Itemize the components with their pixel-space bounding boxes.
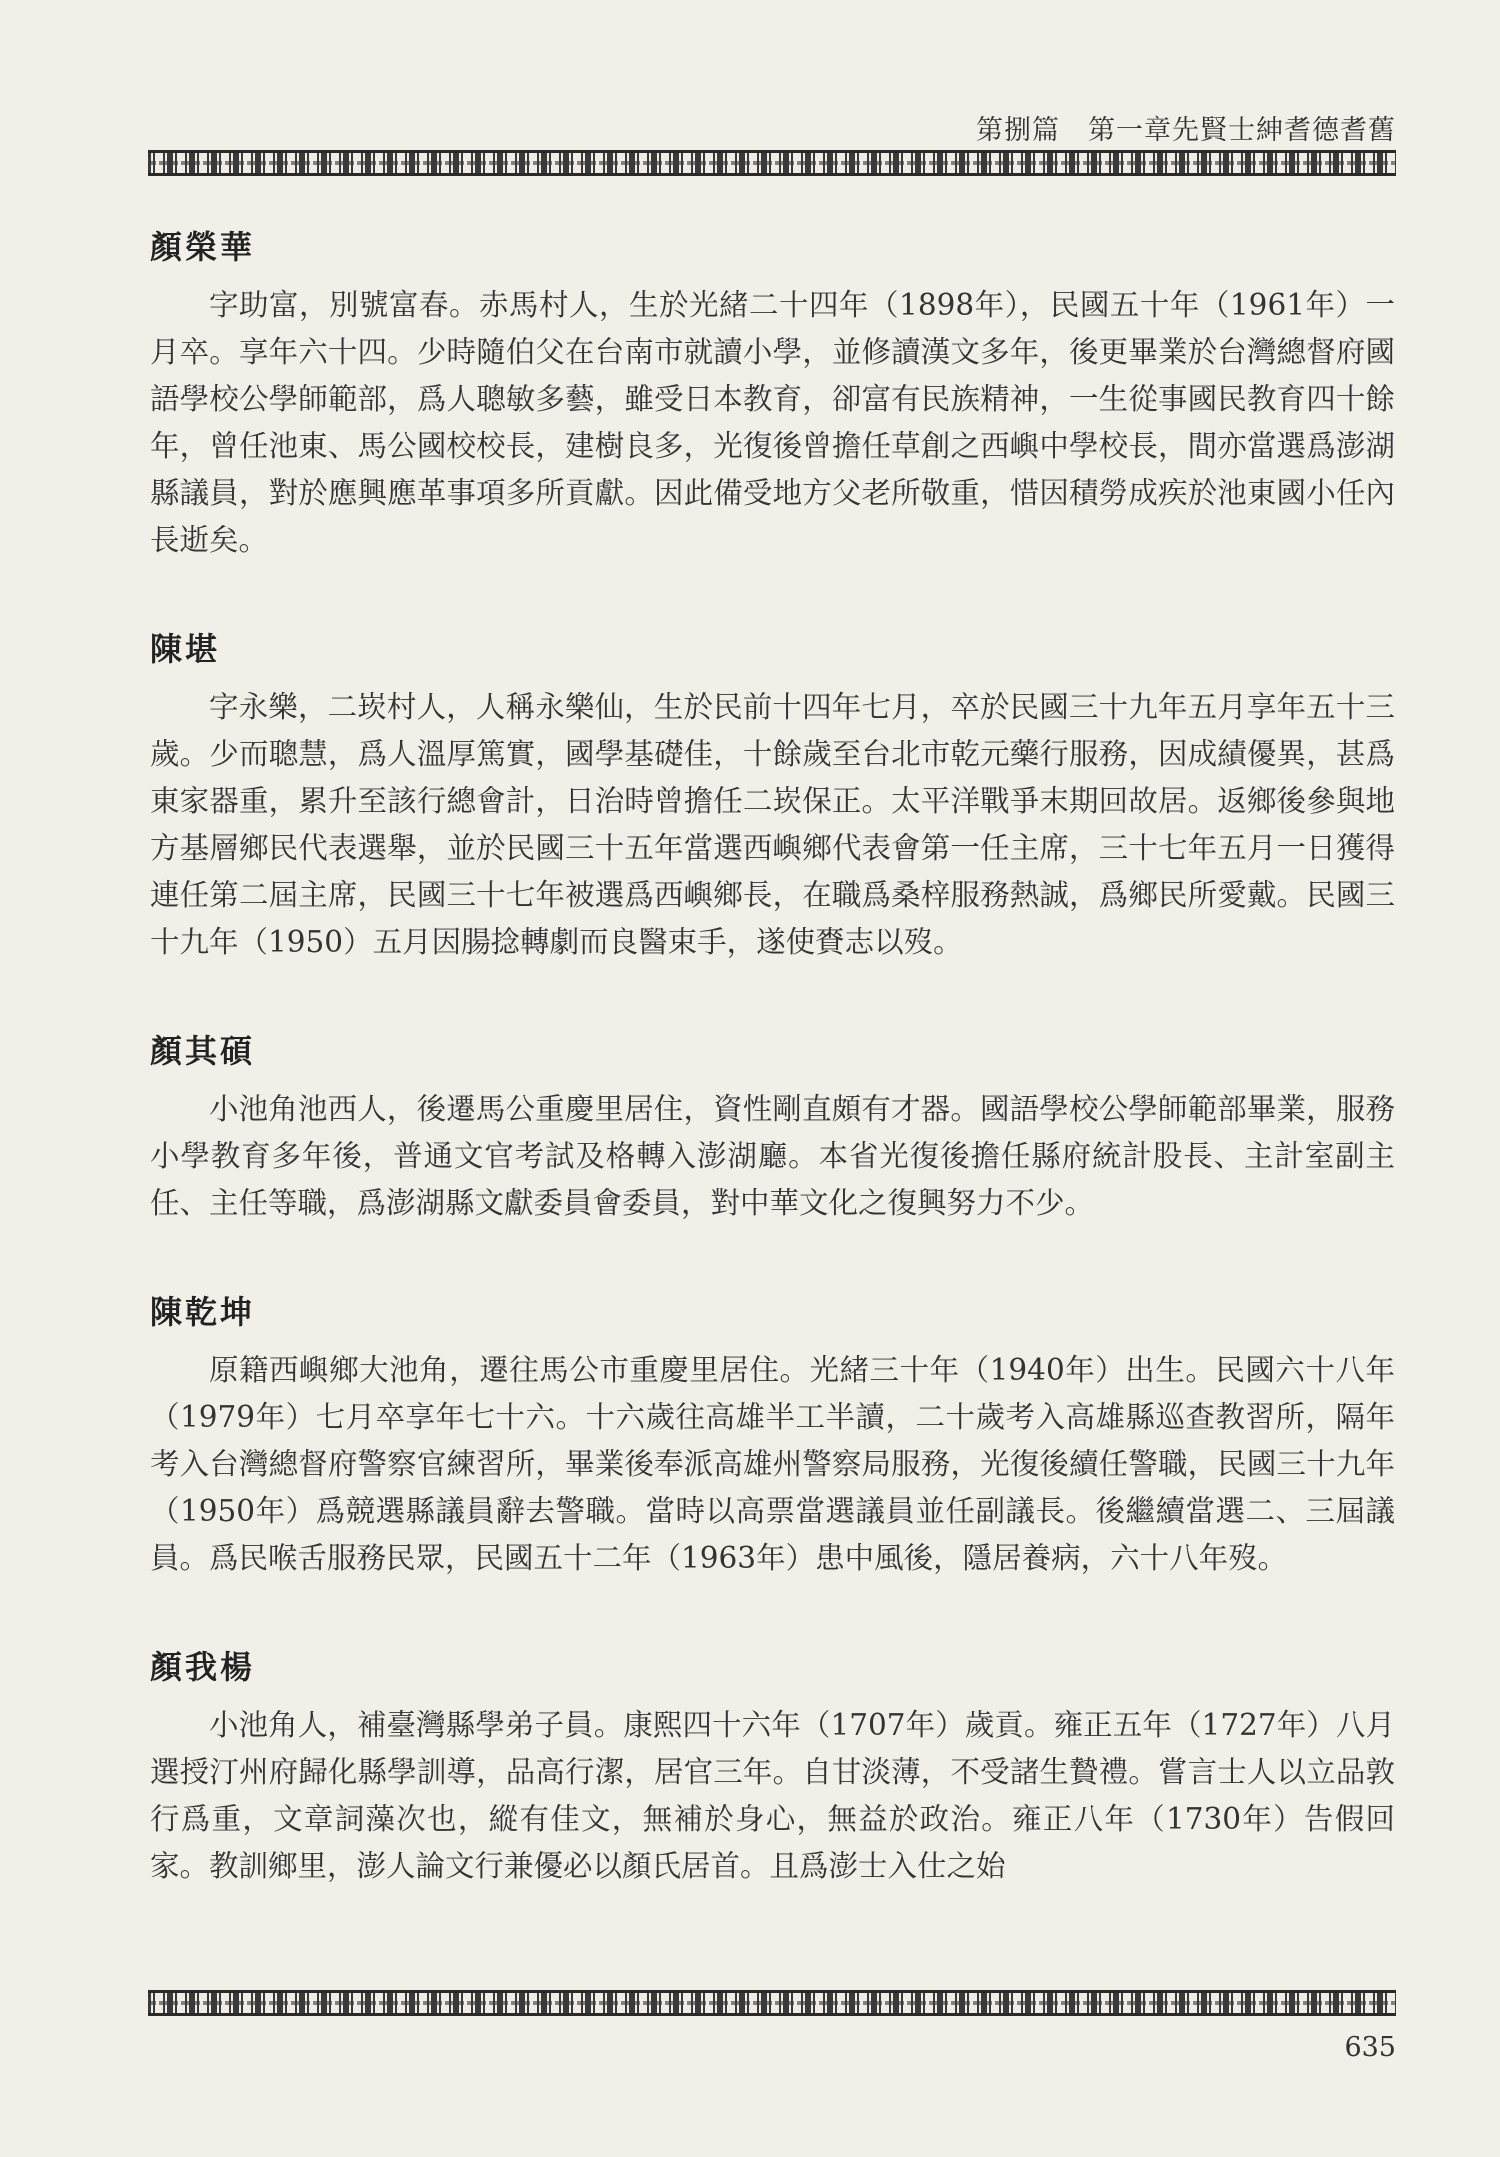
entry-name: 顏其碩 <box>150 1032 256 1070</box>
entry-body: 原籍西嶼鄉大池角，遷往馬公市重慶里居住。光緒三十年（1940年）出生。民國六十八年（1979年）七月卒享年七十六。十六歲往高雄半工半讀，二十歲考入高雄縣巡查教習所，隔年考入台灣總督府警察官練習所，畢業後奉派高雄州警察局服務，光復後續任警職，民國三十九年（1950年）爲競選縣議員辭去警職。當時以高票當選議員並任副議長。後繼續當選二、三屆議員。爲民喉舌服務民眾，民國五十二年（1963年）患中風後，隱居養病，六十八年歿。 <box>150 1353 1395 1575</box>
biography-entry <box>150 1287 1395 1582</box>
entry-name: 顏榮華 <box>150 228 256 266</box>
biography-entry <box>150 222 1395 564</box>
top-decorative-border <box>148 150 1396 176</box>
entry-name: 陳乾坤 <box>150 1293 256 1331</box>
page-content <box>150 222 1395 1950</box>
page-number: 635 <box>1344 2032 1396 2063</box>
biography-entry <box>150 1026 1395 1227</box>
entry-body: 字助富，別號富春。赤馬村人，生於光緒二十四年（1898年），民國五十年（1961年）一月卒。享年六十四。少時隨伯父在台南市就讀小學，並修讀漢文多年，後更畢業於台灣總督府國語學校公學師範部，爲人聰敏多藝，雖受日本教育，卻富有民族精神，一生從事國民教育四十餘年，曾任池東、馬公國校校長，建樹良多，光復後曾擔任草創之西嶼中學校長，間亦當選爲澎湖縣議員，對於應興應革事項多所貢獻。因此備受地方父老所敬重，惜因積勞成疾於池東國小任內長逝矣。 <box>150 288 1395 557</box>
entry-body: 小池角人，補臺灣縣學弟子員。康熙四十六年（1707年）歲貢。雍正五年（1727年）八月選授汀州府歸化縣學訓導，品高行潔，居官三年。自甘淡薄，不受諸生贄禮。嘗言士人以立品敦行爲重，文章詞藻次也，縱有佳文，無補於身心，無益於政治。雍正八年（1730年）告假回家。教訓鄉里，澎人論文行兼優必以顏氏居首。且爲澎士入仕之始 <box>150 1708 1395 1883</box>
entry-name: 陳堪 <box>150 630 221 668</box>
entry-body: 字永樂，二崁村人，人稱永樂仙，生於民前十四年七月，卒於民國三十九年五月享年五十三歲。少而聰慧，爲人溫厚篤實，國學基礎佳，十餘歲至台北市乾元藥行服務，因成績優異，甚爲東家器重，累升至該行總會計，日治時曾擔任二崁保正。太平洋戰爭末期回故居。返鄉後參與地方基層鄉民代表選舉，並於民國三十五年當選西嶼鄉代表會第一任主席，三十七年五月一日獲得連任第二屆主席，民國三十七年被選爲西嶼鄉長，在職爲桑梓服務熱誠，爲鄉民所愛戴。民國三十九年（1950）五月因腸捻轉劇而良醫束手，遂使賚志以歿。 <box>150 690 1395 959</box>
entry-name: 顏我楊 <box>150 1648 256 1686</box>
biography-entry <box>150 624 1395 966</box>
entry-body: 小池角池西人，後遷馬公重慶里居住，資性剛直頗有才器。國語學校公學師範部畢業，服務小學教育多年後，普通文官考試及格轉入澎湖廳。本省光復後擔任縣府統計股長、主計室副主任、主任等職，爲澎湖縣文獻委員會委員，對中華文化之復興努力不少。 <box>150 1092 1395 1220</box>
biography-entry <box>150 1642 1395 1890</box>
running-header-title: 第捌篇 第一章先賢士紳耆德耆舊 <box>976 115 1396 146</box>
bottom-decorative-border <box>148 1990 1396 2016</box>
